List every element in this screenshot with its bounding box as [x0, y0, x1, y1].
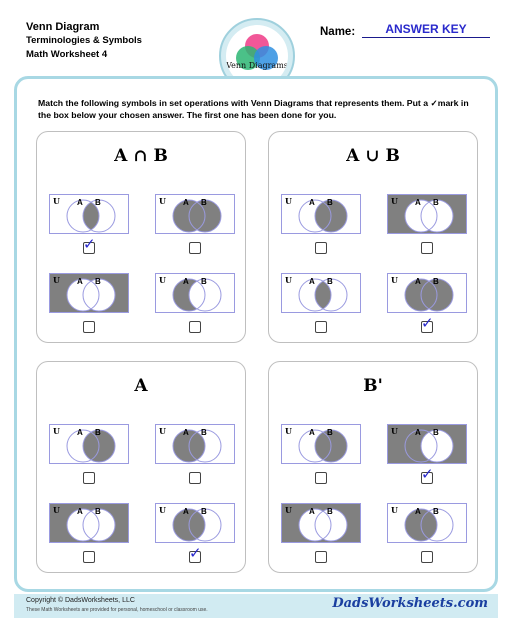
- worksheet-title: Venn Diagram: [26, 21, 100, 33]
- svg-text:B: B: [95, 507, 101, 516]
- checkmark-icon: ✓: [189, 544, 202, 562]
- question-panel: [36, 361, 246, 573]
- answer-checkbox[interactable]: [83, 472, 95, 484]
- venn-diagram-option: [387, 503, 467, 543]
- logo-text: Venn Diagrams: [226, 61, 288, 70]
- svg-text:U: U: [159, 275, 166, 285]
- svg-text:A: A: [183, 277, 189, 286]
- answer-checkbox[interactable]: [83, 551, 95, 563]
- svg-text:B: B: [433, 428, 439, 437]
- svg-text:U: U: [391, 275, 398, 285]
- svg-text:A: A: [77, 428, 83, 437]
- svg-text:B: B: [433, 198, 439, 207]
- answer-checkbox[interactable]: [421, 551, 433, 563]
- svg-text:U: U: [53, 505, 60, 515]
- svg-text:B: B: [201, 277, 207, 286]
- svg-text:U: U: [391, 196, 398, 206]
- venn-diagram-option: [49, 424, 129, 464]
- svg-text:U: U: [285, 426, 292, 436]
- venn-diagram-option: [387, 424, 467, 464]
- answer-checkbox[interactable]: [421, 314, 434, 333]
- svg-text:A: A: [183, 428, 189, 437]
- checkmark-icon: ✓: [421, 465, 434, 483]
- set-symbol: A ∩ B: [114, 146, 168, 166]
- footer: [14, 594, 498, 618]
- svg-text:U: U: [53, 275, 60, 285]
- svg-text:B: B: [201, 428, 207, 437]
- svg-text:B: B: [201, 507, 207, 516]
- svg-text:U: U: [285, 505, 292, 515]
- svg-text:B: B: [95, 277, 101, 286]
- venn-diagram-option: [281, 194, 361, 234]
- answer-checkbox[interactable]: [83, 235, 96, 254]
- svg-text:A: A: [415, 428, 421, 437]
- checkmark-icon: ✓: [83, 235, 96, 253]
- set-symbol: B': [363, 376, 383, 396]
- set-symbol: A: [134, 376, 148, 396]
- checkmark-icon: ✓: [421, 314, 434, 332]
- venn-diagram-option: [155, 194, 235, 234]
- answer-checkbox[interactable]: [189, 242, 201, 254]
- venn-diagram-option: [49, 503, 129, 543]
- answer-checkbox[interactable]: [315, 242, 327, 254]
- answer-checkbox[interactable]: [421, 465, 434, 484]
- venn-diagram-option: [387, 273, 467, 313]
- question-panel: [36, 131, 246, 343]
- svg-text:B: B: [327, 428, 333, 437]
- brand-logo: DadsWorksheets.com: [332, 596, 488, 611]
- svg-text:A: A: [415, 277, 421, 286]
- svg-text:A: A: [183, 507, 189, 516]
- set-symbol: A ∪ B: [346, 146, 400, 166]
- worksheet-subtitle: Terminologies & Symbols: [26, 35, 142, 46]
- svg-text:U: U: [285, 275, 292, 285]
- svg-text:A: A: [77, 507, 83, 516]
- answer-checkbox[interactable]: [83, 321, 95, 333]
- venn-diagram-option: [281, 503, 361, 543]
- svg-text:B: B: [327, 507, 333, 516]
- svg-text:U: U: [53, 426, 60, 436]
- svg-text:B: B: [327, 198, 333, 207]
- venn-diagram-option: [155, 503, 235, 543]
- answer-checkbox[interactable]: [315, 321, 327, 333]
- answer-checkbox[interactable]: [189, 472, 201, 484]
- question-panel: [268, 361, 478, 573]
- svg-text:A: A: [309, 277, 315, 286]
- answer-checkbox[interactable]: [315, 472, 327, 484]
- worksheet-number: Math Worksheet 4: [26, 49, 108, 60]
- svg-text:B: B: [95, 198, 101, 207]
- svg-text:B: B: [433, 507, 439, 516]
- svg-text:A: A: [309, 507, 315, 516]
- name-label: Name:: [320, 26, 356, 38]
- instructions: Match the following symbols in set operations with Venn Diagrams that represents them. Put a ✓mark in the box below your chosen answer. The first one has been done for you.: [38, 98, 469, 120]
- venn-diagram-option: [281, 424, 361, 464]
- venn-diagram-option: [49, 194, 129, 234]
- venn-diagram-option: [281, 273, 361, 313]
- svg-text:B: B: [201, 198, 207, 207]
- svg-text:B: B: [433, 277, 439, 286]
- svg-text:A: A: [77, 198, 83, 207]
- answer-checkbox[interactable]: [315, 551, 327, 563]
- name-field[interactable]: ANSWER KEY: [362, 22, 490, 38]
- venn-diagram-option: [49, 273, 129, 313]
- usage-notice: These Math Worksheets are provided for personal, homeschool or classroom use.: [26, 607, 208, 613]
- svg-text:U: U: [159, 196, 166, 206]
- svg-text:B: B: [95, 428, 101, 437]
- svg-text:B: B: [327, 277, 333, 286]
- svg-text:A: A: [415, 507, 421, 516]
- svg-text:U: U: [159, 426, 166, 436]
- copyright-text: Copyright © DadsWorksheets, LLC: [26, 597, 135, 604]
- answer-checkbox[interactable]: [189, 321, 201, 333]
- svg-text:U: U: [285, 196, 292, 206]
- svg-text:U: U: [391, 505, 398, 515]
- svg-text:A: A: [309, 198, 315, 207]
- question-panel: [268, 131, 478, 343]
- svg-text:A: A: [183, 198, 189, 207]
- svg-text:U: U: [391, 426, 398, 436]
- venn-diagram-option: [155, 273, 235, 313]
- svg-text:A: A: [415, 198, 421, 207]
- svg-text:U: U: [53, 196, 60, 206]
- svg-text:A: A: [77, 277, 83, 286]
- svg-text:U: U: [159, 505, 166, 515]
- svg-text:A: A: [309, 428, 315, 437]
- title-block: [26, 20, 142, 62]
- venn-diagram-option: [155, 424, 235, 464]
- answer-checkbox[interactable]: [189, 544, 202, 563]
- venn-diagram-option: [387, 194, 467, 234]
- answer-checkbox[interactable]: [421, 242, 433, 254]
